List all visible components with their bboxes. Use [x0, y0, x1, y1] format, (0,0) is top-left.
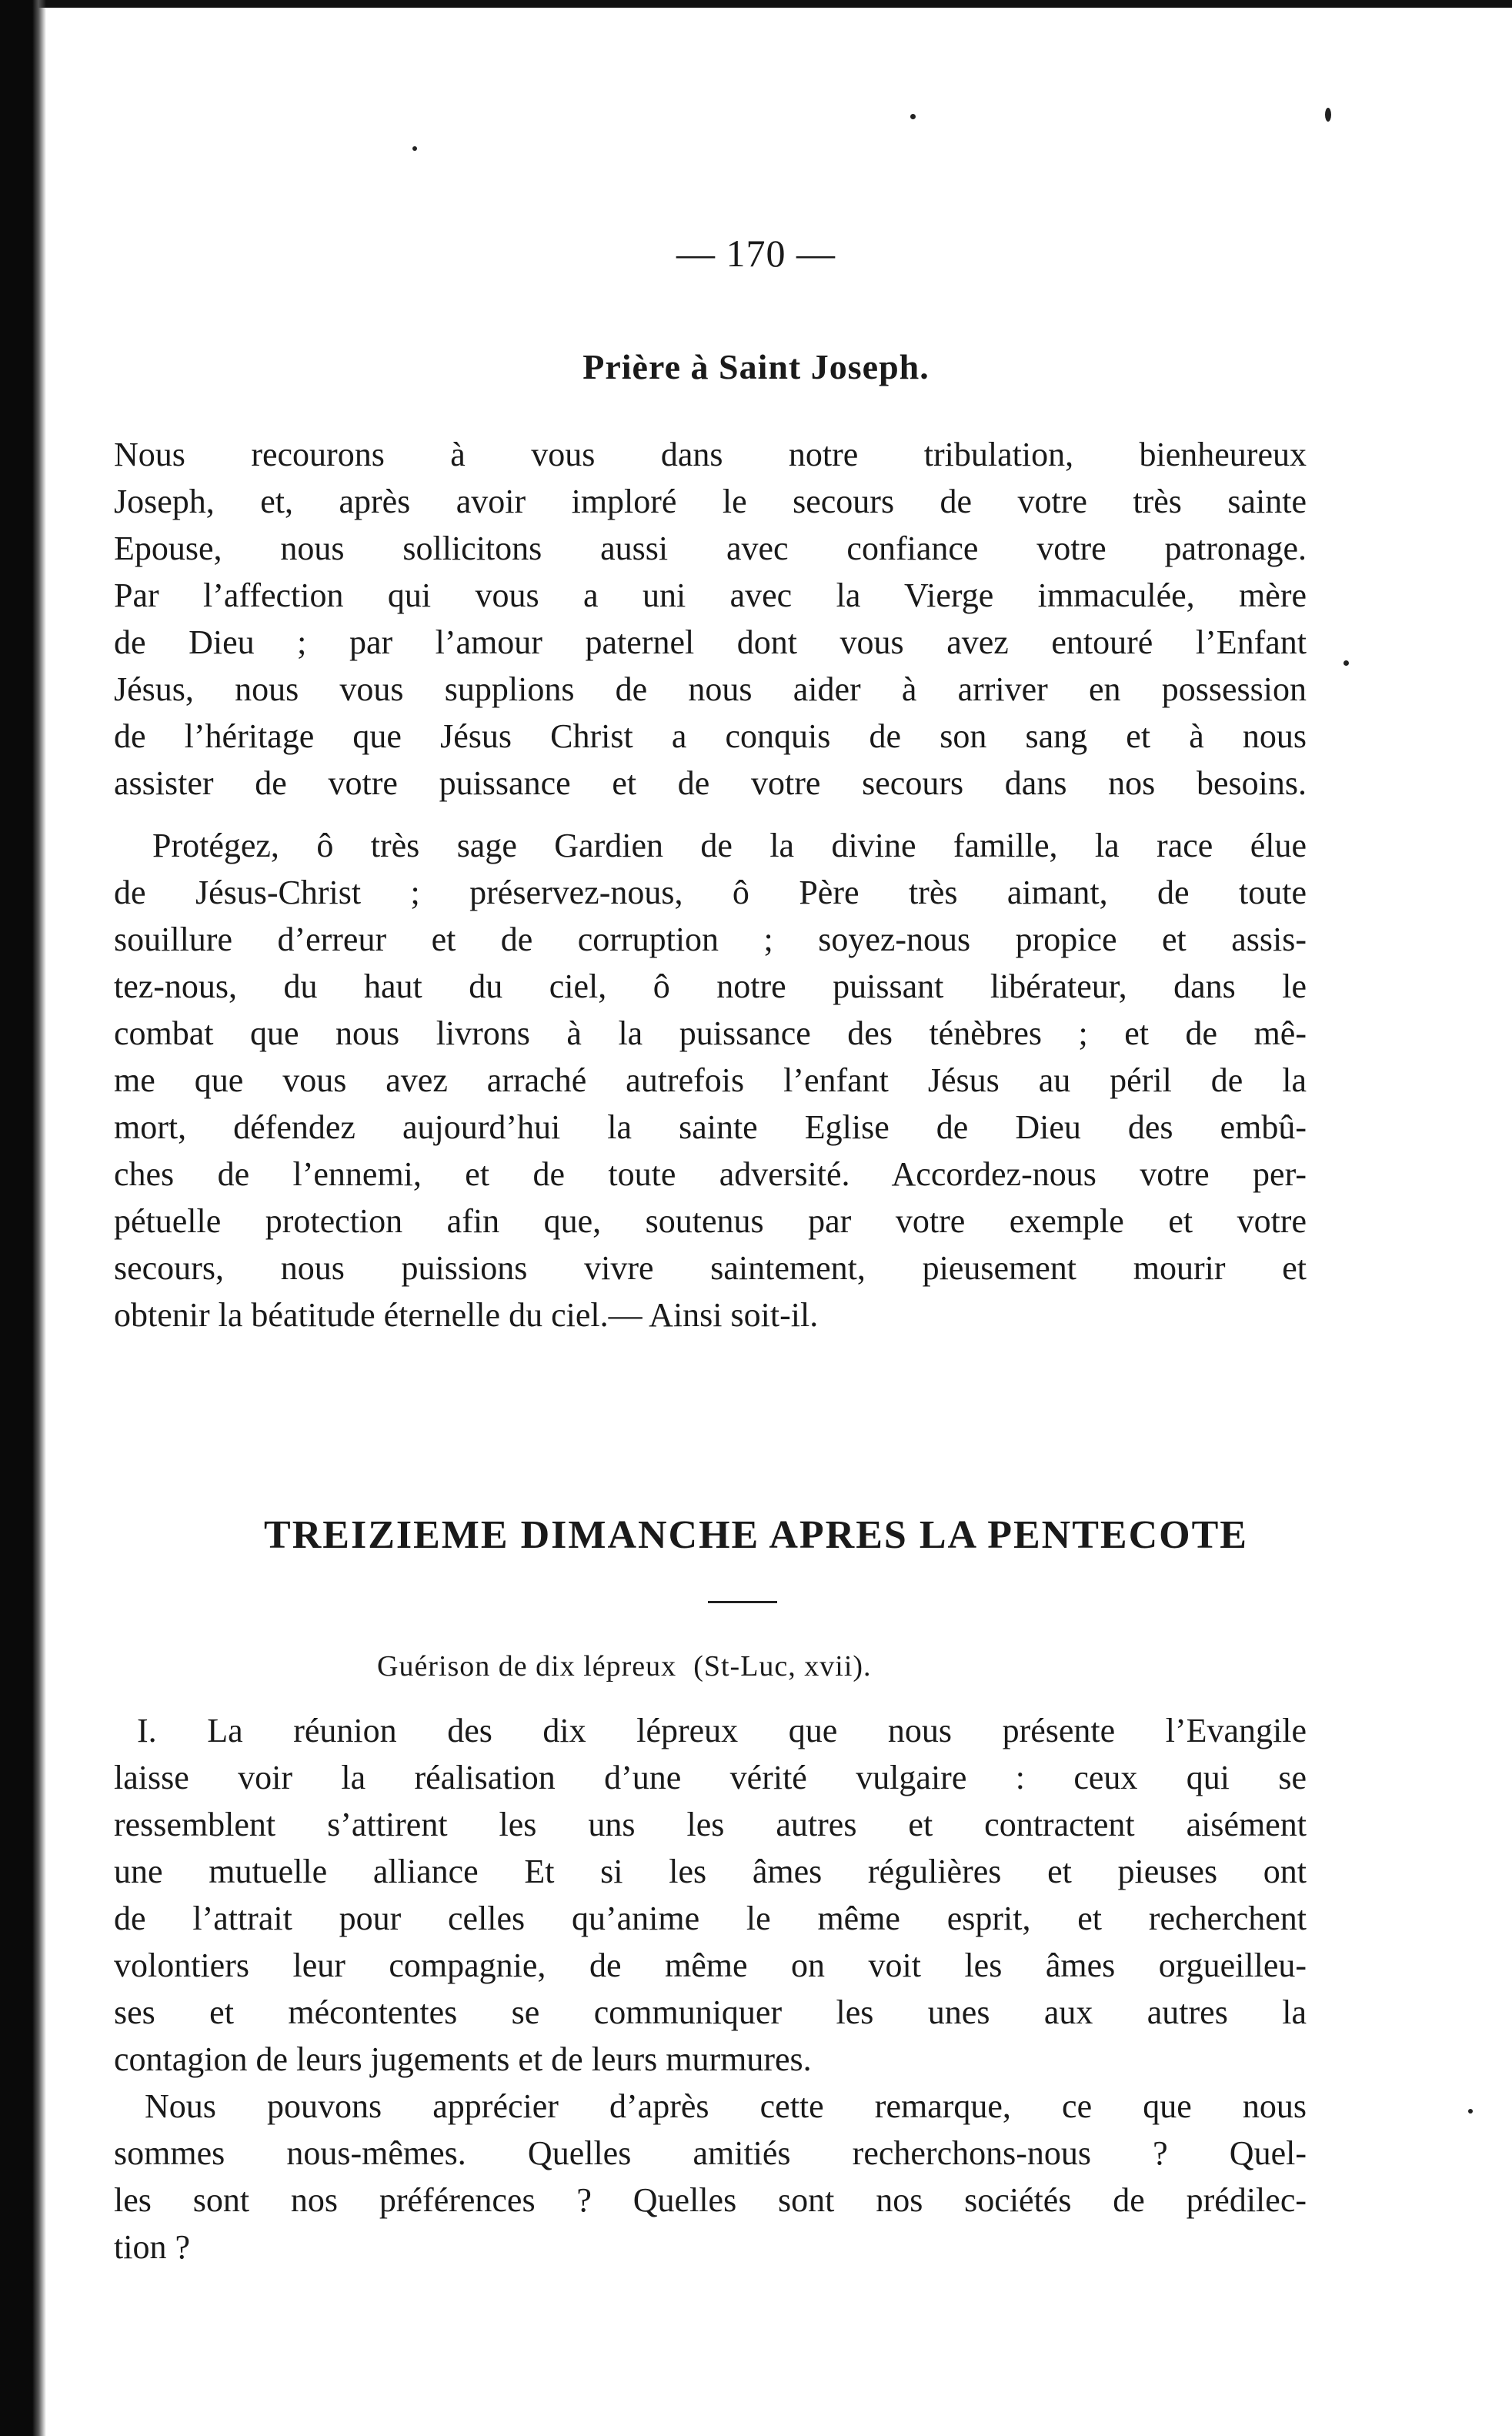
- text-line: me que vous avez arraché autrefois l’enfant Jésus au péril de la: [114, 1061, 1307, 1099]
- prayer-paragraph-2: [114, 822, 1307, 1338]
- text-line: tez-nous, du haut du ciel, ô notre puissant libérateur, dans le: [114, 967, 1307, 1005]
- text-line: ses et mécontentes se communiquer les unes aux autres la: [114, 1993, 1307, 2031]
- text-line: combat que nous livrons à la puissance des ténèbres ; et de mê-: [114, 1014, 1307, 1052]
- scan-speck: [1343, 660, 1349, 666]
- text-line: Nous recourons à vous dans notre tribulation, bienheureux: [114, 436, 1307, 473]
- text-line: mort, défendez aujourd’hui la sainte Eglise de Dieu des embû-: [114, 1108, 1307, 1146]
- prayer-title: Prière à Saint Joseph.: [582, 347, 930, 386]
- scan-speck: [1468, 2109, 1473, 2114]
- body-paragraph-1: [114, 1707, 1307, 2083]
- text-line: de l’attrait pour celles qu’anime le même esprit, et recherchent: [114, 1900, 1307, 1937]
- text-line: obtenir la béatitude éternelle du ciel.— Ainsi soit-il.: [114, 1296, 819, 1334]
- body-paragraph-2: [114, 2083, 1307, 2271]
- scan-speck: [412, 146, 417, 151]
- text-line: tion ?: [114, 2228, 190, 2266]
- text-line: de Jésus-Christ ; préservez-nous, ô Père très aimant, de toute: [114, 874, 1307, 911]
- text-line: Jésus, nous vous supplions de nous aider à arriver en possession: [114, 670, 1307, 708]
- text-line: Par l’affection qui vous a uni avec la Vierge immaculée, mère: [114, 576, 1307, 614]
- text-line: de l’héritage que Jésus Christ a conquis de son sang et à nous: [114, 717, 1307, 755]
- text-line: les sont nos préférences ? Quelles sont nos sociétés de prédilec-: [114, 2181, 1307, 2219]
- text-line: Nous pouvons apprécier d’après cette remarque, ce que nous: [145, 2087, 1307, 2125]
- text-line: Protégez, ô très sage Gardien de la divine famille, la race élue: [152, 827, 1307, 864]
- text-line: laisse voir la réalisation d’une vérité vulgaire : ceux qui se: [114, 1759, 1307, 1796]
- gospel-reference: (St-Luc, xvii).: [693, 1650, 872, 1682]
- text-line: ches de l’ennemi, et de toute adversité. Accordez-nous votre per-: [114, 1155, 1307, 1193]
- text-line: pétuelle protection afin que, soutenus par votre exemple et votre: [114, 1202, 1307, 1240]
- scan-top-edge: [0, 0, 1512, 8]
- scan-speck: [1325, 108, 1331, 122]
- text-line: assister de votre puissance et de votre secours dans nos besoins.: [114, 764, 1307, 802]
- text-line: de Dieu ; par l’amour paternel dont vous avez entouré l’Enfant: [114, 623, 1307, 661]
- scan-speck: [910, 114, 916, 119]
- text-line: volontiers leur compagnie, de même on voit les âmes orgueilleu-: [114, 1946, 1307, 1984]
- text-line: I. La réunion des dix lépreux que nous présente l’Evangile: [137, 1712, 1307, 1749]
- section-title: TREIZIEME DIMANCHE APRES LA PENTECOTE: [264, 1513, 1248, 1557]
- title-rule: [708, 1601, 777, 1603]
- section-subtitle: [377, 1649, 872, 1683]
- text-line: ressemblent s’attirent les uns les autres et contractent aisément: [114, 1806, 1307, 1843]
- text-line: Joseph, et, après avoir imploré le secours de votre très sainte: [114, 483, 1307, 520]
- text-line: sommes nous-mêmes. Quelles amitiés recherchons-nous ? Quel-: [114, 2134, 1307, 2172]
- text-line: souillure d’erreur et de corruption ; soyez-nous propice et assis-: [114, 921, 1307, 958]
- text-line: une mutuelle alliance Et si les âmes régulières et pieuses ont: [114, 1853, 1307, 1890]
- page-number: — 170 —: [676, 232, 836, 275]
- text-line: secours, nous puissions vivre saintement, pieusement mourir et: [114, 1249, 1307, 1287]
- text-line: contagion de leurs jugements et de leurs murmures.: [114, 2040, 812, 2078]
- subtitle-text: Guérison de dix lépreux: [377, 1650, 677, 1682]
- text-line: Epouse, nous sollicitons aussi avec confiance votre patronage.: [114, 530, 1307, 567]
- prayer-paragraph-1: [114, 431, 1307, 807]
